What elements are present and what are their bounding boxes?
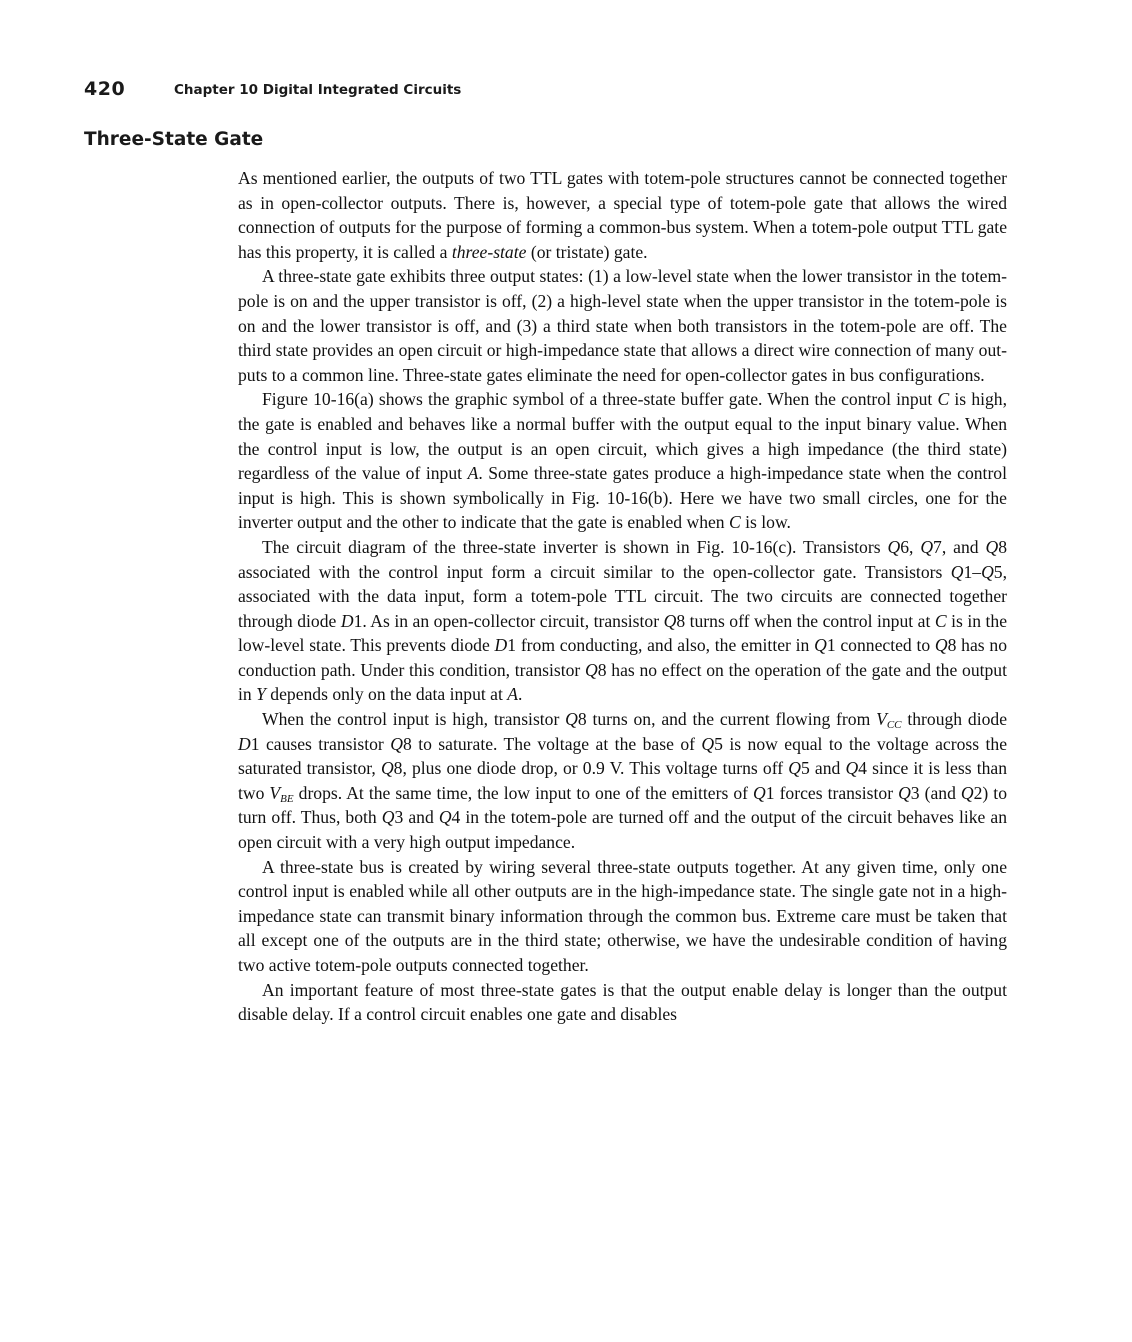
section-title: Three-State Gate: [84, 129, 264, 150]
italic-text: C: [937, 389, 950, 410]
body-text: [238, 166, 1007, 1027]
text-run: 8 to saturate. The voltage at the base of: [402, 733, 702, 754]
paragraph: [238, 535, 1007, 707]
text-run: 1 from conducting, and also, the emitter in: [507, 635, 815, 656]
text-run: .: [518, 684, 523, 705]
text-run: 8 turns off when the control input at: [676, 610, 935, 631]
italic-text: Q: [390, 733, 403, 754]
text-run: 5 is now equal to the voltage across the saturated transistor,: [238, 733, 1008, 779]
text-run: . Some three-state gates produce a high-impedance state when the control input is high. This is shown symbolically in Fig. 10-16(b). Here we have two small circles, one for the inverter output and the other to indicate that the gate is enabled when: [238, 463, 1007, 533]
italic-text: Q: [814, 635, 827, 656]
chapter-title: Chapter 10 Digital Integrated Circuits: [174, 82, 462, 98]
italic-text: Q: [887, 536, 901, 557]
italic-text: Q: [960, 782, 974, 803]
text-run: When the control input is high, transistor: [262, 709, 566, 730]
text-run: 4 in the totem-pole are turned off and the output of the circuit behaves like an open circuit with a very high output impedance.: [238, 807, 1008, 853]
paragraph: [238, 707, 1007, 855]
italic-text: C: [934, 610, 947, 631]
italic-text: Q: [438, 807, 452, 828]
paragraph: [238, 387, 1007, 535]
text-run: A three-state bus is created by wiring several three-state outputs together. At any given time, only one control input is enabled while all other outputs are in the high-impedance state. The single gate not in a high-impedance state can transmit binary information through the common bus. Extreme care must be taken that all except one of the outputs are in the third state; otherwise, we have the undesirable condition of having two active totem-pole outputs connected together.: [238, 856, 1007, 975]
italic-text: Y: [256, 684, 266, 705]
text-run: is in the low-level state. This prevents diode: [238, 610, 1008, 656]
text-run: 2) to turn off. Thus, both: [238, 782, 1007, 828]
italic-text: V: [876, 709, 887, 730]
paragraph: [238, 978, 1007, 1027]
italic-text: V: [269, 782, 281, 803]
text-run: 8 associated with the control input form a circuit similar to the open-collector gate. Transistors: [238, 536, 1008, 582]
text-run: 6,: [900, 536, 921, 557]
italic-text: Q: [788, 758, 801, 779]
italic-text: Q: [381, 807, 395, 828]
text-run: 5 and: [800, 758, 846, 779]
italic-text: Q: [753, 782, 766, 803]
text-run: depends only on the data input at: [265, 684, 508, 705]
text-run: 1 connected to: [826, 635, 935, 656]
page-number: 420: [84, 78, 126, 100]
text-run: The circuit diagram of the three-state inverter is shown in Fig. 10-16(c). Transistors: [262, 536, 888, 557]
text-run: 1–: [963, 561, 982, 582]
italic-text: Q: [950, 561, 964, 582]
italic-text: Q: [934, 635, 948, 656]
italic-text: Q: [898, 782, 911, 803]
text-run: (or tristate) gate.: [526, 241, 648, 262]
italic-text: A: [507, 684, 519, 705]
italic-text: Q: [701, 733, 715, 754]
subscript-text: CC: [886, 719, 902, 732]
italic-text: Q: [845, 758, 859, 779]
text-run: An important feature of most three-state gates is that the output enable delay is longer than the output disable delay. If a control circuit enables one gate and disables: [238, 979, 1007, 1025]
text-run: 1. As in an open-collector circuit, transistor: [353, 610, 664, 631]
text-run: 7, and: [933, 536, 986, 557]
text-run: A three-state gate exhibits three output states: (1) a low-level state when the lower transistor in the totem-pole is on and the upper transistor is off, (2) a high-level state when the upper transistor in the totem-pole is on and the lower transistor is off, and (3) a third state when both transistors in the totem-pole are off. The third state provides an open circuit or high-impedance state that allows a direct wire connection of many outputs to a common line. Three-state gates eliminate the need for open-collector gates in bus configurations.: [238, 266, 1007, 385]
text-run: 8 has no conduction path. Under this condition, transistor: [238, 635, 1007, 680]
text-run: 3 and: [394, 807, 439, 828]
italic-text: Q: [585, 659, 598, 680]
italic-text: three-state: [451, 241, 527, 262]
italic-text: Q: [920, 536, 934, 557]
italic-text: D: [494, 635, 508, 656]
text-run: Figure 10-16(a) shows the graphic symbol of a three-state buffer gate. When the control input: [262, 389, 938, 410]
paragraph: [238, 166, 1007, 264]
italic-text: C: [729, 512, 741, 533]
italic-text: Q: [380, 758, 394, 779]
text-run: 1 forces transistor: [765, 782, 899, 803]
subscript: [280, 793, 293, 805]
text-run: drops. At the same time, the low input to one of the emitters of: [293, 782, 754, 803]
paragraph: [238, 264, 1007, 387]
italic-text: Q: [981, 561, 994, 582]
italic-text: D: [238, 733, 251, 754]
italic-text: D: [340, 610, 354, 631]
text-run: As mentioned earlier, the outputs of two TTL gates with totem-pole structures cannot be connected together as in open-collector outputs. There is, however, a special type of totem-pole gate that allows the wired connection of outputs for the purpose of forming a common-bus system. When a totem-pole output TTL gate has this property, it is called a: [238, 168, 1007, 262]
italic-text: Q: [663, 610, 677, 631]
text-run: 3 (and: [910, 782, 961, 803]
text-run: 1 causes transistor: [250, 733, 391, 754]
subscript-text: BE: [280, 792, 294, 805]
subscript: [887, 719, 902, 731]
italic-text: Q: [985, 536, 999, 557]
text-run: through diode: [901, 709, 1007, 730]
running-head: [84, 78, 462, 100]
text-run: 5, associated with the data input, form a totem-pole TTL circuit. The two circuits are connected together through diode: [238, 561, 1007, 631]
text-run: 8 has no effect on the operation of the gate and the output in: [238, 659, 1007, 705]
italic-text: A: [467, 463, 479, 484]
text-run: is high, the gate is enabled and behaves like a normal buffer with the output equal to the input binary value. When the control input is low, the output is an open circuit, which gives a high impedance (the third state) regardless of the value of input: [238, 389, 1007, 484]
text-run: 4 since it is less than two: [238, 758, 1007, 803]
text-run: 8, plus one diode drop, or 0.9 V. This voltage turns off: [393, 758, 789, 779]
text-run: is low.: [740, 512, 791, 533]
paragraph: [238, 855, 1007, 978]
italic-text: Q: [565, 709, 578, 730]
text-run: 8 turns on, and the current flowing from: [577, 709, 877, 730]
